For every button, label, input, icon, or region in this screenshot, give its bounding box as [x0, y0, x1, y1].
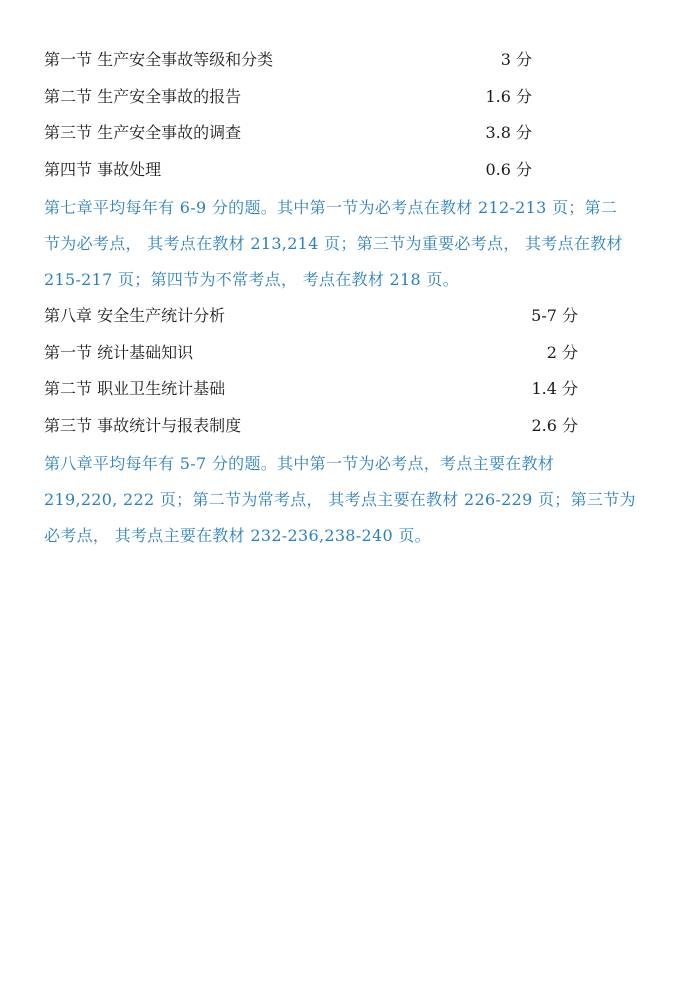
section-score: 3.8 分 [485, 123, 532, 142]
note-line: 219,220, 222 页；第二节为常考点， 其考点主要在教材 226-229 页；第三节为 [44, 490, 636, 509]
section-score: 2.6 分 [531, 416, 578, 435]
note-line: 必考点， 其考点主要在教材 232-236,238-240 页。 [44, 526, 431, 545]
section-label: 第一节 生产安全事故等级和分类 [44, 50, 274, 69]
chapter-score: 5-7 分 [531, 306, 578, 325]
section-label: 第三节 事故统计与报表制度 [44, 416, 242, 435]
section-score: 1.4 分 [531, 379, 578, 398]
section-score: 2 分 [546, 343, 578, 362]
section-score: 3 分 [500, 50, 532, 69]
note-line: 第七章平均每年有 6-9 分的题。其中第一节为必考点在教材 212-213 页；第二 [44, 198, 618, 217]
section-score: 0.6 分 [485, 160, 532, 179]
section-label: 第三节 生产安全事故的调查 [44, 123, 242, 142]
ch8-note [44, 446, 664, 554]
section-score: 1.6 分 [485, 87, 532, 106]
section-label: 第二节 生产安全事故的报告 [44, 87, 242, 106]
note-line: 第八章平均每年有 5-7 分的题。其中第一节为必考点，考点主要在教材 [44, 454, 555, 473]
note-line: 215-217 页；第四节为不常考点， 考点在教材 218 页。 [44, 270, 459, 289]
note-line: 节为必考点， 其考点在教材 213,214 页；第三节为重要必考点， 其考点在教材 [44, 234, 623, 253]
section-label: 第二节 职业卫生统计基础 [44, 379, 226, 398]
ch7-note [44, 190, 664, 298]
chapter-label: 第八章 安全生产统计分析 [44, 306, 226, 325]
section-label: 第一节 统计基础知识 [44, 343, 194, 362]
section-label: 第四节 事故处理 [44, 160, 162, 179]
